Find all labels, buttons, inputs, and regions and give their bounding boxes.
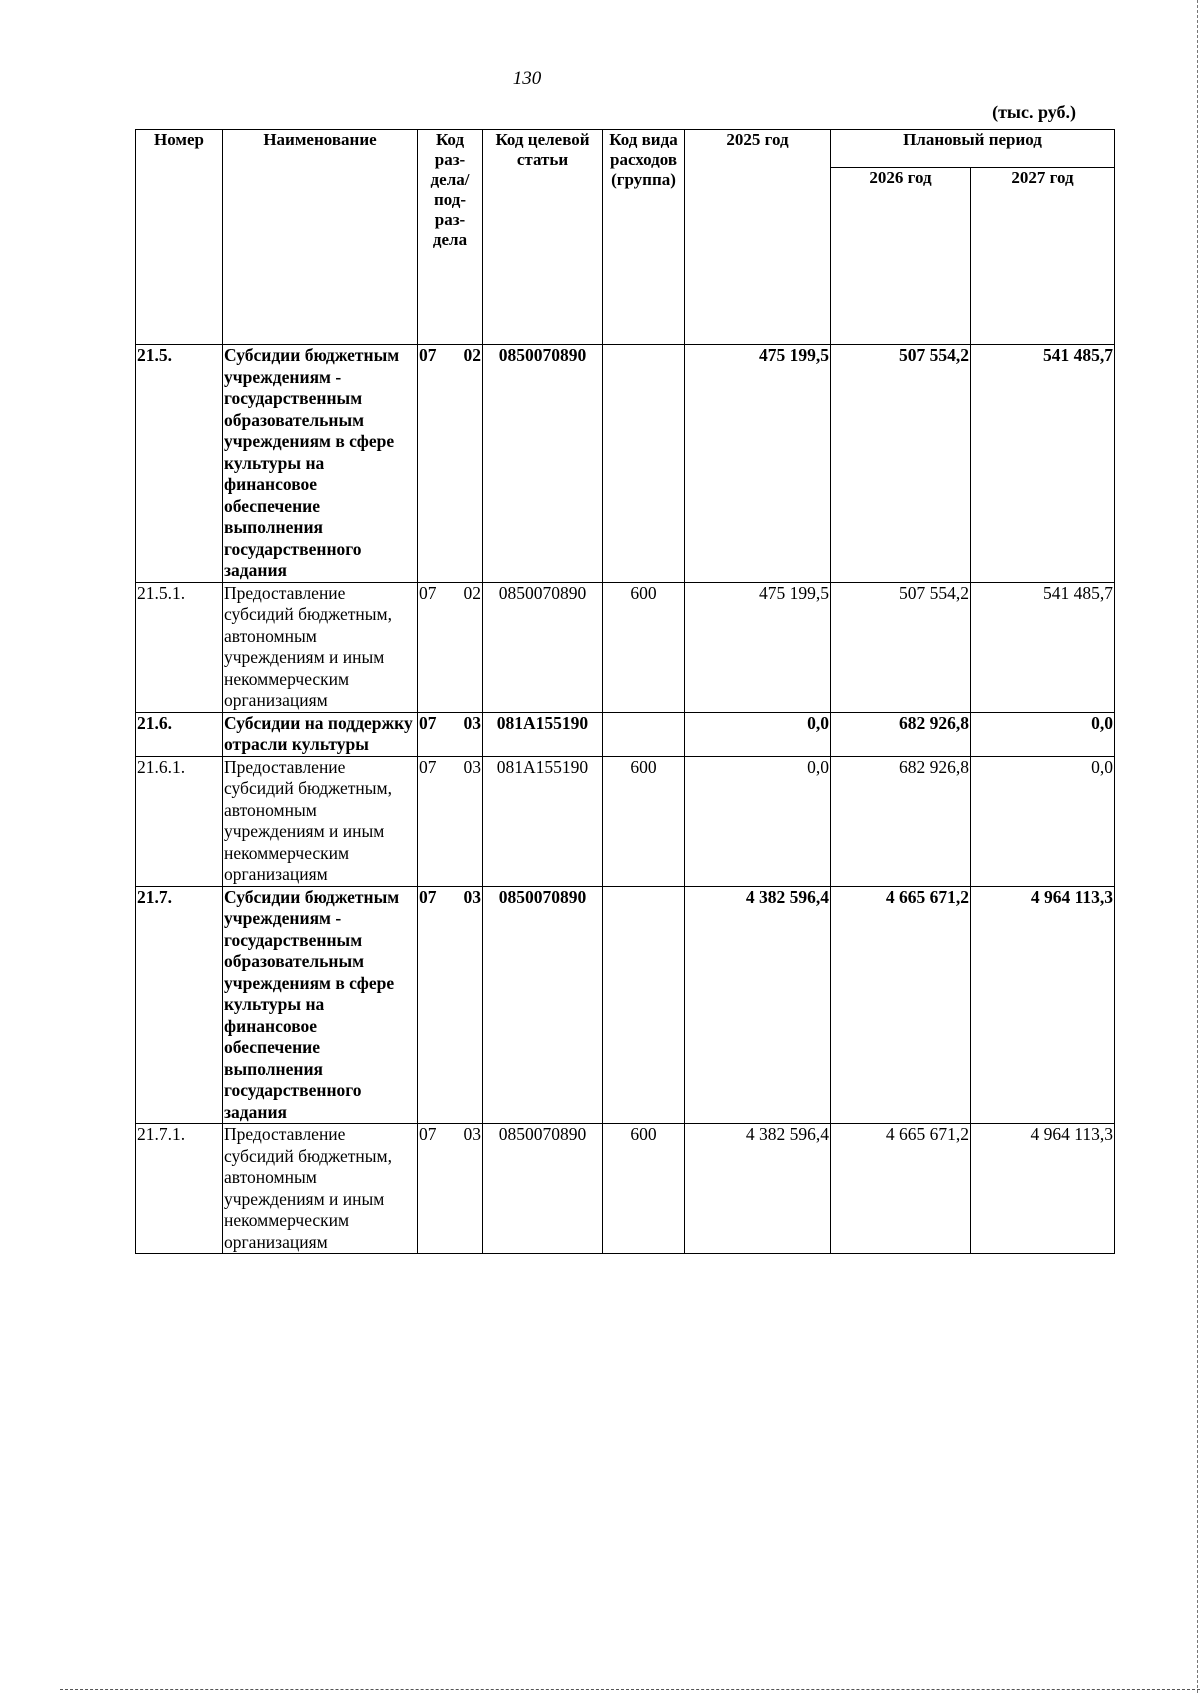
row-subsection: 03 bbox=[463, 712, 481, 733]
row-subsection: 03 bbox=[463, 756, 481, 777]
row-subsection: 02 bbox=[463, 345, 481, 365]
table-row bbox=[136, 756, 1115, 886]
table-row bbox=[136, 582, 1115, 712]
row-number: 21.7. bbox=[136, 886, 223, 1124]
row-target-code: 081A155190 bbox=[483, 712, 603, 756]
row-amount-2027: 0,0 bbox=[971, 756, 1115, 886]
row-number: 21.6.1. bbox=[136, 756, 223, 886]
row-name: Предоставление субсидий бюджетным, автономным учреждениям и иным некоммерческим организациям bbox=[223, 1124, 418, 1254]
row-expense-group bbox=[603, 712, 685, 756]
row-amount-2026: 4 665 671,2 bbox=[831, 1124, 971, 1254]
row-amount-2027: 541 485,7 bbox=[971, 582, 1115, 712]
row-name: Субсидии на поддержку отрасли культуры bbox=[223, 712, 418, 756]
row-target-code: 0850070890 bbox=[483, 345, 603, 583]
row-target-code: 0850070890 bbox=[483, 886, 603, 1124]
row-target-code: 081A155190 bbox=[483, 756, 603, 886]
units-label: (тыс. руб.) bbox=[992, 102, 1076, 122]
row-section-code bbox=[418, 582, 483, 712]
row-amount-2027: 541 485,7 bbox=[971, 345, 1115, 583]
row-number: 21.7.1. bbox=[136, 1124, 223, 1254]
header-year-2027: 2027 год bbox=[971, 167, 1115, 344]
row-amount-2025: 4 382 596,4 bbox=[685, 1124, 831, 1254]
row-section: 07 bbox=[419, 756, 437, 777]
row-amount-2027: 4 964 113,3 bbox=[971, 1124, 1115, 1254]
row-name: Предоставление субсидий бюджетным, автономным учреждениям и иным некоммерческим организациям bbox=[223, 582, 418, 712]
table-row bbox=[136, 712, 1115, 756]
row-number: 21.5. bbox=[136, 345, 223, 583]
scan-edge-line bbox=[60, 1689, 1200, 1692]
page-number: 130 bbox=[512, 68, 542, 89]
header-year-2025: 2025 год bbox=[685, 130, 831, 345]
header-name: Наименование bbox=[223, 130, 418, 345]
row-amount-2025: 475 199,5 bbox=[685, 582, 831, 712]
row-amount-2026: 682 926,8 bbox=[831, 756, 971, 886]
row-expense-group bbox=[603, 886, 685, 1124]
row-expense-group bbox=[603, 345, 685, 583]
header-target-code: Код целевой статьи bbox=[483, 130, 603, 345]
row-section: 07 bbox=[419, 582, 437, 603]
row-number: 21.6. bbox=[136, 712, 223, 756]
row-section-code bbox=[418, 1124, 483, 1254]
row-amount-2025: 4 382 596,4 bbox=[685, 886, 831, 1124]
header-section-code: Код раз- дела/ под- раз- дела bbox=[418, 130, 483, 345]
table-row bbox=[136, 886, 1115, 1124]
row-name: Предоставление субсидий бюджетным, автономным учреждениям и иным некоммерческим организациям bbox=[223, 756, 418, 886]
row-amount-2026: 4 665 671,2 bbox=[831, 886, 971, 1124]
row-section-code bbox=[418, 345, 483, 583]
row-section: 07 bbox=[419, 886, 437, 907]
row-name: Субсидии бюджетным учреждениям - государственным образовательным учреждениям в сфере культуры на финансовое обеспечение выполнения государственного задания bbox=[223, 345, 418, 583]
row-amount-2025: 0,0 bbox=[685, 756, 831, 886]
row-amount-2025: 475 199,5 bbox=[685, 345, 831, 583]
table-body bbox=[136, 345, 1115, 1254]
row-section-code bbox=[418, 886, 483, 1124]
header-planned-period: Плановый период bbox=[831, 130, 1115, 168]
row-section-code bbox=[418, 756, 483, 886]
row-number: 21.5.1. bbox=[136, 582, 223, 712]
header-number: Номер bbox=[136, 130, 223, 345]
row-name: Субсидии бюджетным учреждениям - государственным образовательным учреждениям в сфере культуры на финансовое обеспечение выполнения государственного задания bbox=[223, 886, 418, 1124]
row-subsection: 02 bbox=[463, 582, 481, 603]
row-expense-group: 600 bbox=[603, 582, 685, 712]
row-section-code bbox=[418, 712, 483, 756]
row-target-code: 0850070890 bbox=[483, 582, 603, 712]
row-section: 07 bbox=[419, 712, 437, 733]
header-year-2026: 2026 год bbox=[831, 167, 971, 344]
row-amount-2025: 0,0 bbox=[685, 712, 831, 756]
table-header bbox=[136, 130, 1115, 345]
row-section: 07 bbox=[419, 1124, 437, 1144]
budget-table bbox=[135, 129, 1115, 1254]
row-target-code: 0850070890 bbox=[483, 1124, 603, 1254]
table-row bbox=[136, 345, 1115, 583]
row-subsection: 03 bbox=[463, 886, 481, 907]
row-section: 07 bbox=[419, 345, 437, 365]
row-subsection: 03 bbox=[463, 1124, 481, 1144]
table-row bbox=[136, 1124, 1115, 1254]
row-amount-2026: 507 554,2 bbox=[831, 582, 971, 712]
header-expense-group: Код вида расходов (группа) bbox=[603, 130, 685, 345]
row-amount-2027: 0,0 bbox=[971, 712, 1115, 756]
row-expense-group: 600 bbox=[603, 1124, 685, 1254]
row-amount-2027: 4 964 113,3 bbox=[971, 886, 1115, 1124]
row-expense-group: 600 bbox=[603, 756, 685, 886]
row-amount-2026: 682 926,8 bbox=[831, 712, 971, 756]
row-amount-2026: 507 554,2 bbox=[831, 345, 971, 583]
